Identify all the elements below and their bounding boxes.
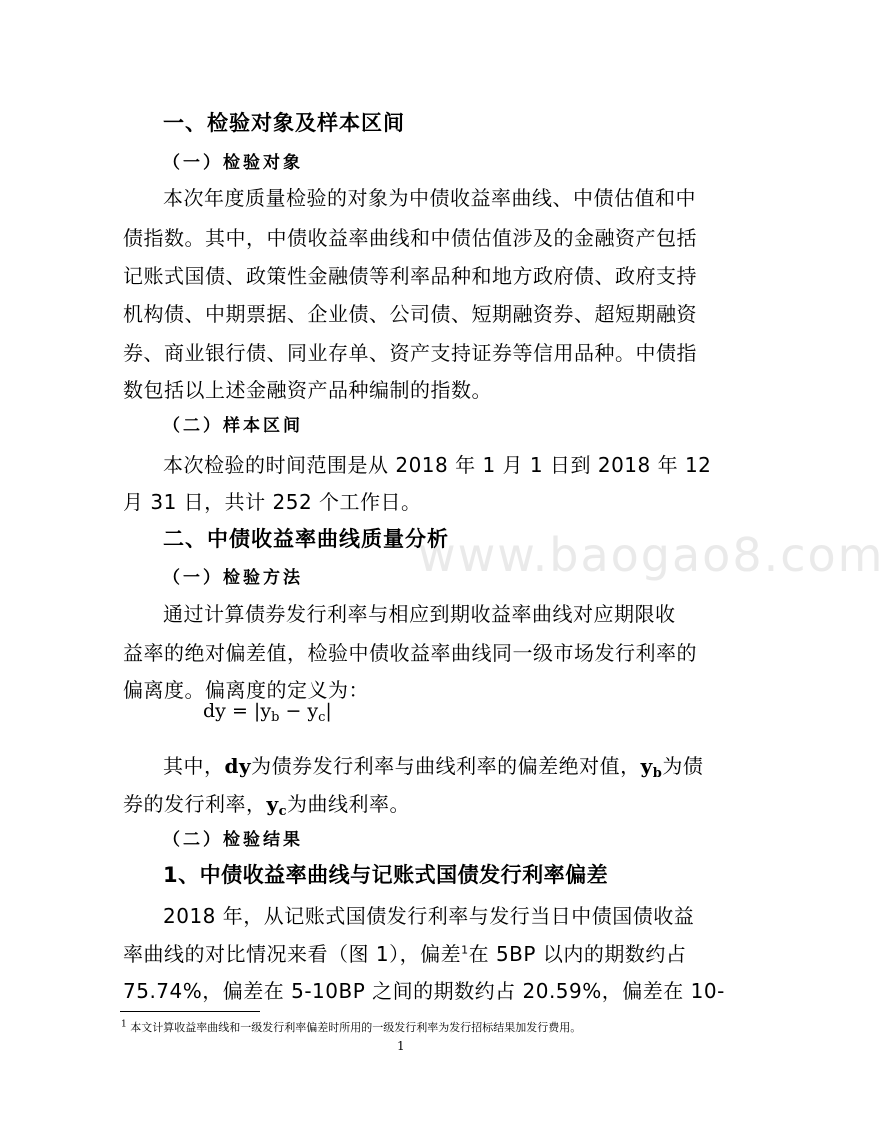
text-line: 偏离度。偏离度的定义为： [123,678,369,702]
text-line: 益率的绝对偏差值，检验中债收益率曲线同一级市场发行利率的 [123,641,697,665]
text-span: 为曲线利率。 [287,792,411,816]
math-y: y [640,754,653,778]
text-line [163,750,703,781]
text-line [123,938,686,967]
formula-lhs: dy [203,700,226,722]
formula-minus: − [285,700,302,722]
footnote-text: 本文计算收益率曲线和一级发行利率偏差时所用的一级发行利率为发行招标结果加发行费用。 [130,1021,582,1034]
page-number: 1 [397,1039,405,1053]
text-line: 券、商业银行债、同业存单、资产支持证券等信用品种。中债指 [123,341,697,365]
math-dy: dy [224,754,252,778]
footnote-ref: 1 [461,943,469,957]
footnote-mark: 1 [121,1019,127,1030]
subheading-results: （二）检验结果 [163,830,303,850]
text-line: 通过计算债券发行利率与相应到期收益率曲线对应期限收 [163,602,676,626]
text-line: 本次检验的时间范围是从 2018 年 1 月 1 日到 2018 年 12 [163,453,712,477]
text-line: 2018 年，从记账式国债发行利率与发行当日中债国债收益 [163,904,695,928]
subheading-sample-period: （二）样本区间 [163,416,303,436]
text-line [123,788,410,819]
math-yb [640,754,663,781]
text-span: 其中， [163,754,225,778]
section-heading-2: 二、中债收益率曲线质量分析 [163,527,449,551]
text-line: 机构债、中期票据、企业债、公司债、短期融资券、超短期融资 [123,302,697,326]
formula-sub-c: c [318,710,326,725]
subheading-method: （一）检验方法 [163,568,303,588]
text-line: 记账式国债、政策性金融债等利率品种和地方政府债、政府支持 [123,264,697,288]
math-y: y [266,792,279,816]
text-span: 率曲线的对比情况来看（图 1），偏差 [123,942,462,966]
formula-abs-open: | [253,700,261,722]
text-span: 券的发行利率， [123,792,267,816]
math-yc [266,792,288,819]
math-sub-c: c [278,804,288,819]
subheading-inspection-object: （一）检验对象 [163,153,303,173]
formula-eq: = [231,700,248,722]
text-span: 为债券发行利率与曲线利率的偏差绝对值， [251,754,641,778]
text-span: 在 5BP 以内的期数约占 [468,942,687,966]
text-line: 数包括以上述金融资产品种编制的指数。 [123,378,492,402]
text-line: 债指数。其中，中债收益率曲线和中债估值涉及的金融资产包括 [123,226,697,250]
formula-y: y [260,700,272,722]
text-span: 为债 [662,754,704,778]
text-line: 本次年度质量检验的对象为中债收益率曲线、中债估值和中 [163,186,696,210]
watermark: www.baogao8.com [418,528,884,582]
text-line: 月 31 日，共计 252 个工作日。 [123,490,422,514]
math-sub-b: b [652,766,663,781]
formula-dy [203,700,332,725]
footnote-rule [120,1011,260,1012]
formula-abs-close: | [325,700,332,722]
footnote [121,1019,581,1035]
formula-y2: y [307,700,319,722]
result-heading-1: 1、中债收益率曲线与记账式国债发行利率偏差 [163,863,609,887]
formula-sub-b: b [271,710,280,725]
text-line: 75.74%，偏差在 5-10BP 之间的期数约占 20.59%，偏差在 10- [123,979,725,1003]
section-heading-1: 一、检验对象及样本区间 [163,111,405,135]
